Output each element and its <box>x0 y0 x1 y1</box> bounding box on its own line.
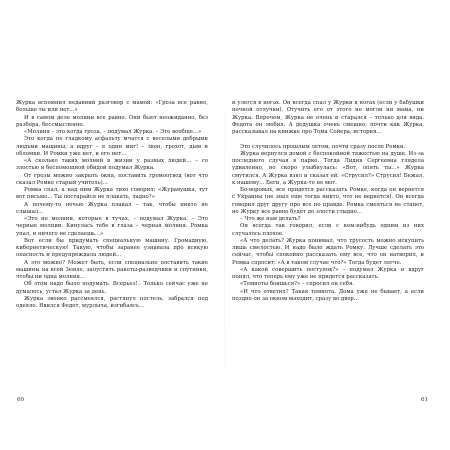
paragraph: «И что ответил? Такая темнота. Дома уже не бывает, а если поздно он за окном выходит, сразу во двор... <box>232 288 424 302</box>
paragraph: Он всегда так говорил, если с кем-нибудь одним из них случалось плохое. <box>232 223 424 237</box>
right-page <box>232 100 424 380</box>
paragraph: От грозы можно закрыть окна, поставить громоотвод (вот что сказал Ромке старый учитель)... <box>16 172 208 186</box>
paragraph: «Темноты боишься?» – спросил он себя. <box>240 281 355 288</box>
left-page <box>16 100 208 380</box>
paragraph: А это можно? Может быть, если специально поставить такие машины на всей Земле, запустить ракеты-разведчики и спутники, чтобы ни одна молния... <box>16 259 208 280</box>
paragraph: Это когда по гладкому асфальту мчатся с веселыми добрыми людьми машины, а вдруг – в один миг! – звон, грохот, дым и обломки. И Ромки уже нет, и его нет... <box>16 136 208 157</box>
paragraph: Об этом надо было подумать. Всерьез!.. Только сейчас уже не думалось, устал Журка за день. <box>16 281 208 295</box>
paragraph: Это случилось прошлым летом, почти сразу после Ромки. <box>240 143 406 150</box>
paragraph: Журка звонко рассмеялся, растянул постель, забрался под одеяло. Явился Федот, мурлыча, изгибаясь... <box>16 295 208 309</box>
gutter-shadow <box>224 60 225 420</box>
paragraph: Ромка спал, а над ним Журка тихо говорил: «Журавушка, тут вот письмо... Ты постарайся не плакать, ладно?» <box>16 187 208 201</box>
paragraph: «А какой совершить поступок?» – подумал Журка и вдруг понял, что теперь ему уже не придется рассказать. <box>232 266 424 280</box>
paragraph: – Что же нам делать? <box>240 216 301 222</box>
paragraph: «А что делать? Журка понимал, что трусость можно искупить лишь смелостью. И надо было ждать Ромку. Лучше сделать это сейчас, чтобы спокойно рассказать ему все, что он натворил, и Ромка спросит: «А в таком случае что?» Тогда будет легче. <box>232 237 424 266</box>
page-number-right: 61 <box>421 397 429 403</box>
paragraph: Бо-воровых, все придется рассказать Ромке, когда он вернется с Украины (не знал еще тогда никто, что не вернется). Он всегда говорил друг другу про все по правде. Ромка смеяться не станет, но Журку все равно будет до злости стыдно... <box>232 187 424 215</box>
paragraph: и улегся в ногах. Он всегда спал у Журки в ногах (если у бабушки ночной отлучки). Отучить его от этого не могли ни мама, ни Журка. Впрочем, Журка не очень и старался – только для вида. Федота он любил. А дедушка очень смешно, почти как Журка, рассказывал на книжке про Тома Сойера, история... <box>232 100 424 135</box>
paragraph: «А сколько таких молний в жизни у разных людей... – со злостью и беспомощной обидой подумал Журка. <box>16 158 208 172</box>
paragraph: И в самом деле молнии все равно. Они бьют неожиданно, без разбора, бессмысленно. <box>16 114 208 128</box>
paragraph: «Это не молнии, которые в тучах, – подумал Журка. – Это черные молнии. Кинулась тебе в глаза – черная молния. Ромка упал, и ничего не сделаешь...» <box>16 216 208 237</box>
paragraph: «Молния – это когда гроза, – подумал Журка. – Это вообще...» <box>24 129 202 135</box>
paragraph: Журка вернулся домой с беспокойной тяжестью на душе. Из-за последнего случая в парке. Тогда Лидия Сергеевна глядела удивленно, но скоро улыбнулась: «Вот, опять ты...» Журка смутился. А Журка взял и сказал ей: «Струсил?» Струсил! Бежал, к нашему... Беги, а Журка-то не мог. <box>232 150 424 186</box>
paragraph: Вот если бы придумать специальную машину. Громадную, кибернетическую! Такую, чтобы заранее узнавала про всякую опасность и предупреждала людей... <box>16 237 208 259</box>
paragraph: А почему-то ночью Журка плакал – так, чтобы никто не слышал... <box>16 201 208 215</box>
page-number-left: 60 <box>17 397 25 403</box>
paragraph: Журка вспомнил недавний разговор с мамой: «Гроза все равно, больше ты или нет...» <box>16 100 208 114</box>
